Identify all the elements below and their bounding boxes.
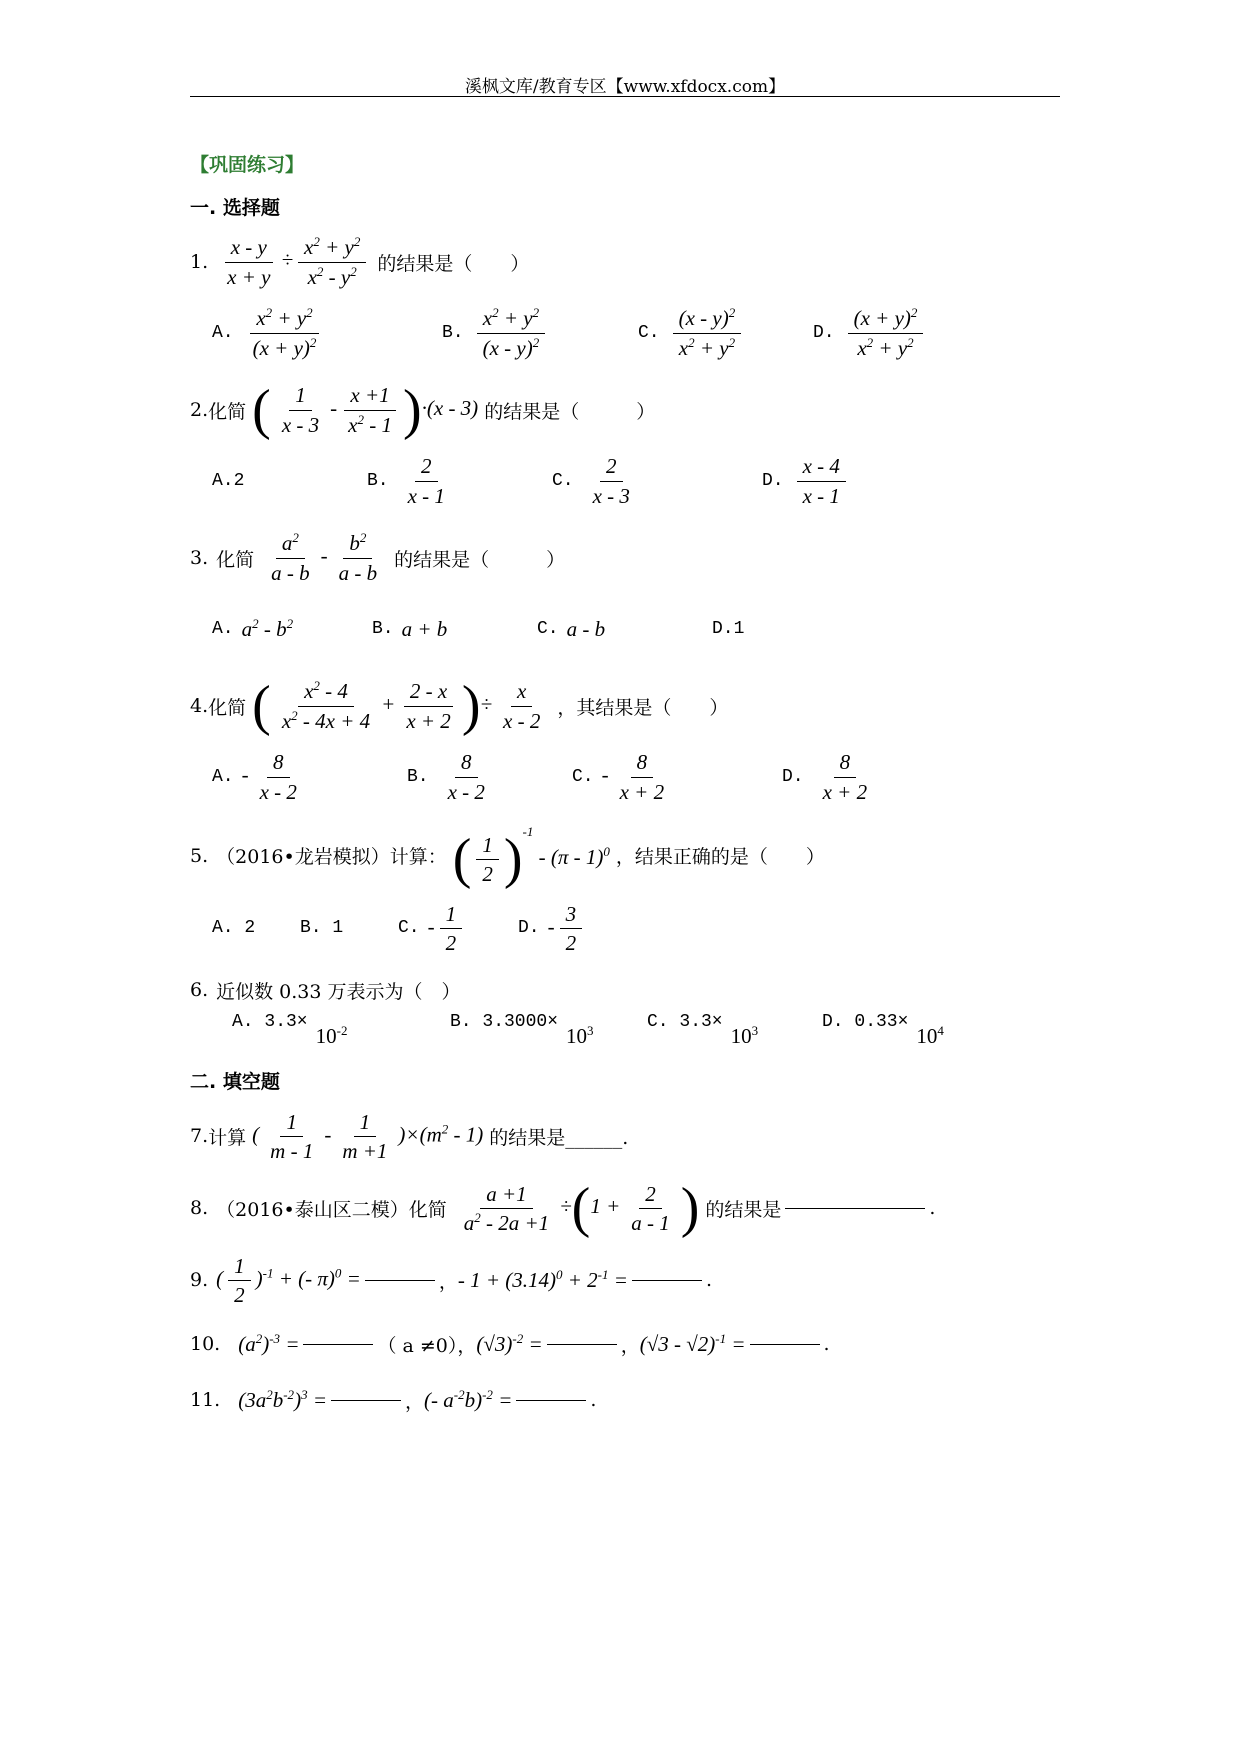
- answer-blank[interactable]: [632, 1280, 702, 1281]
- question-number: 10.: [190, 1333, 221, 1356]
- question-number: 2.: [190, 399, 209, 421]
- option-c: C. $\frac{2}{x - 3}$: [552, 454, 630, 508]
- question-11: [190, 1378, 1060, 1422]
- answer-blank[interactable]: [331, 1400, 401, 1401]
- option-b: B. 1: [300, 918, 344, 939]
- option-b: B. a + b: [372, 616, 448, 641]
- answer-blank[interactable]: [516, 1400, 586, 1401]
- separator: ，: [404, 1390, 424, 1413]
- answer-blank[interactable]: [365, 1280, 435, 1281]
- options-1: [212, 304, 1060, 362]
- option-d: D. $\frac{x - 4}{x - 1}$: [762, 454, 851, 507]
- option-d: D.1: [712, 619, 745, 639]
- option-d: D. 0.33× $10^4$: [822, 1012, 944, 1049]
- math-expression: $\frac{x - y}{x + y}$ ÷ $\frac{x^2 + y^2}{x^2 - y^2}$: [216, 235, 371, 288]
- end-period: .: [705, 1269, 712, 1292]
- end-period: .: [929, 1197, 936, 1220]
- math-expression: $(√3)^{-2}$ =: [476, 1331, 543, 1357]
- answer-blank[interactable]: [785, 1208, 925, 1209]
- option-b: B. $\frac{8}{x - 2}$: [407, 750, 485, 804]
- option-b: B. $\frac{2}{x - 1}$: [367, 454, 445, 508]
- question-stem: 的结果是______.: [489, 1126, 629, 1149]
- math-expression: ( $\frac{1}{x - 3}$ - $\frac{x +1}{x^2 - 1}$ )·(x - 3): [252, 379, 479, 441]
- question-9: [190, 1250, 1060, 1310]
- question-3: [190, 528, 1060, 588]
- option-a: A. $a^2 - b^2$: [212, 616, 294, 641]
- question-number: 5.: [190, 844, 209, 867]
- part-choice-title: 一. 选择题: [190, 197, 280, 219]
- options-6: [232, 1009, 1060, 1049]
- math-expression: ( $\frac{1}{m - 1}$ - $\frac{1}{m +1}$ )$\times(m^2 - 1)$: [252, 1109, 484, 1163]
- question-6: [190, 975, 1060, 1005]
- option-a: A. 3.3× $10^{-2}$: [232, 1012, 348, 1049]
- math-expression: $\frac{a +1}{a^2 - 2a +1}$ ÷(1 + $\frac{2}{a - 1}$ ): [463, 1177, 700, 1240]
- question-stem: 的结果是: [705, 1198, 782, 1221]
- math-expression: ( $\frac{1}{2}$ )$^{-1}$ + (- π)$^0$ =: [216, 1253, 361, 1307]
- option-a: A. $\frac{x^2 + y^2}{(x + y)^2}$: [212, 306, 442, 359]
- question-number: 11.: [190, 1389, 221, 1412]
- question-prefix: 化简: [208, 400, 247, 423]
- option-c: C. - $\frac{8}{x + 2}$: [572, 750, 665, 804]
- options-5: [212, 899, 1060, 957]
- math-expression: (√3 - √2)$^{-1}$ =: [639, 1331, 746, 1357]
- condition: （ a ≠0），: [377, 1334, 477, 1357]
- math-expression: - $1 + (3.14)^0 + 2^{-1}$ =: [457, 1267, 628, 1293]
- option-a: A. 2: [212, 918, 256, 939]
- option-b: B. $\frac{x^2 + y^2}{(x - y)^2}$: [442, 306, 638, 359]
- page-header: 溪枫文库/教育专区【www.xfdocx.com】: [464, 77, 786, 97]
- separator: ，: [438, 1270, 458, 1293]
- question-prefix: 化简: [216, 548, 255, 571]
- answer-blank[interactable]: [547, 1344, 617, 1345]
- end-period: .: [590, 1389, 597, 1412]
- math-expression: ( $\frac{x^2 - 4}{x^2 - 4x + 4}$ + $\frac{2 - x}{x + 2}$ )÷ $\frac{x}{x - 2}$: [252, 675, 541, 737]
- options-4: [212, 748, 1060, 806]
- option-c: C. $\frac{(x - y)^2}{x^2 + y^2}$: [638, 306, 813, 359]
- option-d: D. $\frac{(x + y)^2}{x^2 + y^2}$: [813, 306, 928, 359]
- answer-blank[interactable]: [750, 1344, 820, 1345]
- math-expression: (- $a^{-2}b)^{-2}$ =: [424, 1387, 513, 1413]
- question-prefix: 计算: [208, 1126, 247, 1149]
- question-stem: 近似数 0.33 万表示为（ ）: [216, 980, 461, 1003]
- question-number: 4.: [190, 695, 209, 717]
- question-8: [190, 1178, 1060, 1238]
- option-c: C. a - b: [537, 616, 606, 641]
- option-d: D. $\frac{8}{x + 2}$: [782, 750, 868, 804]
- option-b: B. 3.3000× $10^3$: [450, 1012, 594, 1049]
- option-d: D. - $\frac{3}{2}$: [518, 902, 587, 955]
- options-2: [212, 452, 1060, 510]
- question-prefix: （2016•泰山区二模）化简: [216, 1198, 447, 1221]
- worksheet: [190, 150, 1060, 1434]
- option-c: C. 3.3× $10^3$: [647, 1012, 759, 1049]
- question-number: 8.: [190, 1197, 209, 1220]
- question-number: 7.: [190, 1125, 209, 1148]
- question-prefix: 化简: [208, 696, 247, 719]
- option-a: A. - $\frac{8}{x - 2}$: [212, 750, 297, 804]
- question-1: [190, 232, 1060, 292]
- question-number: 9.: [190, 1269, 209, 1292]
- question-stem: ，结果正确的是（ ）: [615, 846, 825, 869]
- question-stem: 的结果是（ ）: [377, 252, 530, 275]
- question-10: [190, 1322, 1060, 1366]
- options-3: [212, 600, 1060, 658]
- part-fill-title: 二. 填空题: [190, 1071, 280, 1094]
- question-stem: 的结果是（ ）: [394, 548, 566, 571]
- question-number: 3.: [190, 547, 209, 569]
- question-4: [190, 676, 1060, 736]
- math-expression: $(a^2)^{-3}$ =: [238, 1331, 300, 1357]
- header-rule: [190, 96, 1060, 97]
- end-period: .: [823, 1333, 830, 1356]
- math-expression: $\frac{a^2}{a - b}$ - $\frac{b^2}{a - b}$: [271, 530, 378, 585]
- section-title: 【巩固练习】: [190, 154, 305, 176]
- option-a: A.2: [212, 471, 245, 491]
- math-expression: ( $\frac{1}{2}$ )$^{-1}$ - (π - 1)$^0$: [452, 824, 610, 891]
- option-c: C. - $\frac{1}{2}$: [398, 902, 518, 955]
- question-7: [190, 1106, 1060, 1166]
- question-prefix: （2016•龙岩模拟）计算：: [216, 846, 447, 869]
- question-2: [190, 380, 1060, 440]
- question-number: 6.: [190, 979, 209, 1002]
- question-5: [190, 824, 1060, 891]
- question-stem: ，其结果是（ ）: [557, 696, 729, 719]
- question-stem: 的结果是（ ）: [484, 400, 656, 423]
- separator: ，: [620, 1334, 640, 1357]
- math-expression: $(3a^2b^{-2})^3$ =: [238, 1387, 327, 1413]
- answer-blank[interactable]: [303, 1344, 373, 1345]
- question-number: 1.: [190, 251, 209, 273]
